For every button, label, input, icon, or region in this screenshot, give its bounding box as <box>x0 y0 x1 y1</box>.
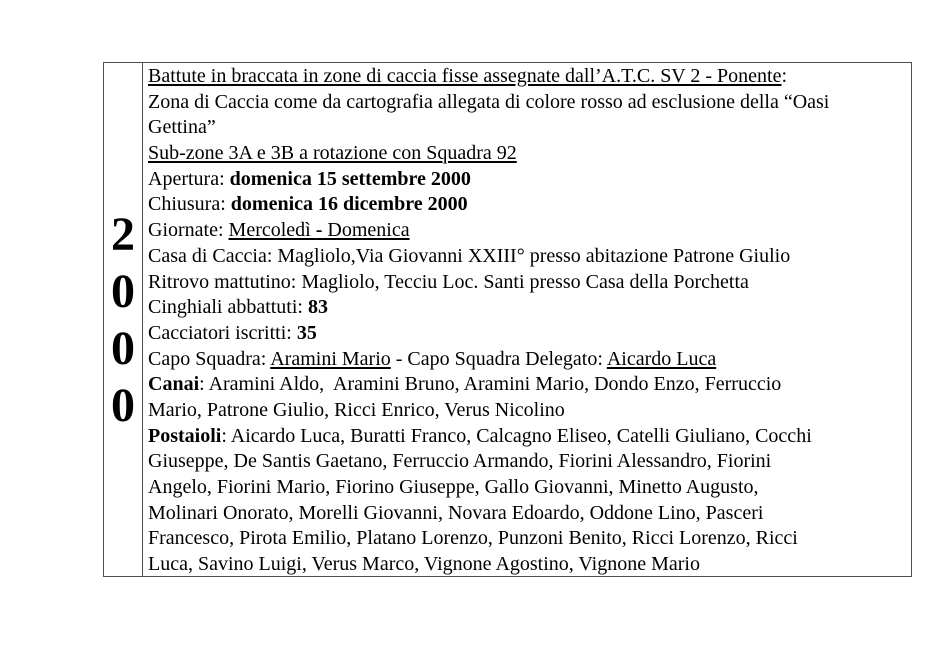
text-segment: Domenica <box>322 219 410 242</box>
text-line <box>148 141 907 167</box>
text-segment: Ritrovo mattutino: Magliolo, Tecciu Loc. Santi presso Casa della Porchetta <box>148 270 749 293</box>
text-segment: - Capo Squadra Delegato: <box>390 347 607 370</box>
text-segment: Apertura: <box>148 167 230 190</box>
year-digit: 0 <box>111 321 135 375</box>
record-content-cell <box>143 63 911 576</box>
text-line <box>148 552 907 576</box>
text-segment: Molinari Onorato, Morelli Giovanni, Novara Edoardo, Oddone Lino, Pasceri <box>148 501 764 524</box>
text-line <box>148 347 907 373</box>
text-segment: Chiusura: <box>148 193 231 216</box>
text-segment: Battute in braccata in zone di caccia fisse assegnate dall’A.T.C. SV 2 - Ponente <box>148 65 782 87</box>
text-segment: Mario, Patrone Giulio, Ricci Enrico, Verus Nicolino <box>148 398 565 421</box>
text-line <box>148 167 907 193</box>
text-line <box>148 90 907 116</box>
text-segment: 83 <box>307 296 328 319</box>
text-segment: Gettina” <box>148 116 216 139</box>
text-segment: Angelo, Fiorini Mario, Fiorino Giuseppe, Gallo Giovanni, Minetto Augusto, <box>148 476 759 498</box>
text-line <box>148 398 907 424</box>
text-segment: - <box>315 219 323 242</box>
text-segment: 35 <box>296 321 317 344</box>
text-segment: Canai <box>148 373 200 396</box>
text-segment: Francesco, Pirota Emilio, Platano Lorenzo, Punzoni Benito, Ricci Lorenzo, Ricci <box>148 527 798 550</box>
text-segment: : Aramini Aldo, Aramini Bruno, Aramini Mario, Dondo Enzo, Ferruccio <box>199 373 782 396</box>
text-line <box>148 321 907 347</box>
text-line <box>148 218 907 244</box>
text-line <box>148 295 907 321</box>
text-segment: : <box>781 65 788 87</box>
text-segment: Casa di Caccia: Magliolo,Via Giovanni XXIII° presso abitazione Patrone Giulio <box>148 244 791 267</box>
year-digit: 0 <box>111 378 135 432</box>
text-line <box>148 501 907 527</box>
text-line <box>148 424 907 450</box>
text-segment: Sub-zone 3A e 3B a rotazione con Squadra 92 <box>148 142 517 165</box>
hunt-season-record-table <box>103 62 912 577</box>
text-segment: : Aicardo Luca, Buratti Franco, Calcagno Eliseo, Catelli Giuliano, Cocchi <box>221 424 812 447</box>
year-digit: 0 <box>111 264 135 318</box>
year-cell <box>104 63 143 576</box>
text-segment: Cinghiali abbattuti: <box>148 296 308 319</box>
text-line <box>148 372 907 398</box>
text-segment: Cacciatori iscritti: <box>148 321 297 344</box>
text-segment: Luca, Savino Luigi, Verus Marco, Vignone Agostino, Vignone Mario <box>148 553 700 576</box>
text-segment: Giuseppe, De Santis Gaetano, Ferruccio Armando, Fiorini Alessandro, Fiorini <box>148 450 772 473</box>
text-line <box>148 475 907 501</box>
text-segment: Zona di Caccia come da cartografia allegata di colore rosso ad esclusione della “Oasi <box>148 90 830 113</box>
text-segment: Giornate: <box>148 219 229 242</box>
text-line <box>148 270 907 296</box>
text-segment: Postaioli <box>148 424 222 447</box>
year-digit: 2 <box>111 207 135 261</box>
text-segment: Aramini Mario <box>270 347 391 370</box>
text-segment: Aicardo Luca <box>606 347 717 370</box>
text-segment: domenica 16 dicembre 2000 <box>230 193 468 216</box>
text-line <box>148 449 907 475</box>
text-line <box>148 526 907 552</box>
text-segment: domenica 15 settembre 2000 <box>229 167 471 190</box>
text-line <box>148 64 907 90</box>
text-line <box>148 244 907 270</box>
text-line <box>148 115 907 141</box>
text-segment: Capo Squadra: <box>148 347 271 370</box>
text-line <box>148 192 907 218</box>
text-segment: Mercoledì <box>228 219 316 242</box>
